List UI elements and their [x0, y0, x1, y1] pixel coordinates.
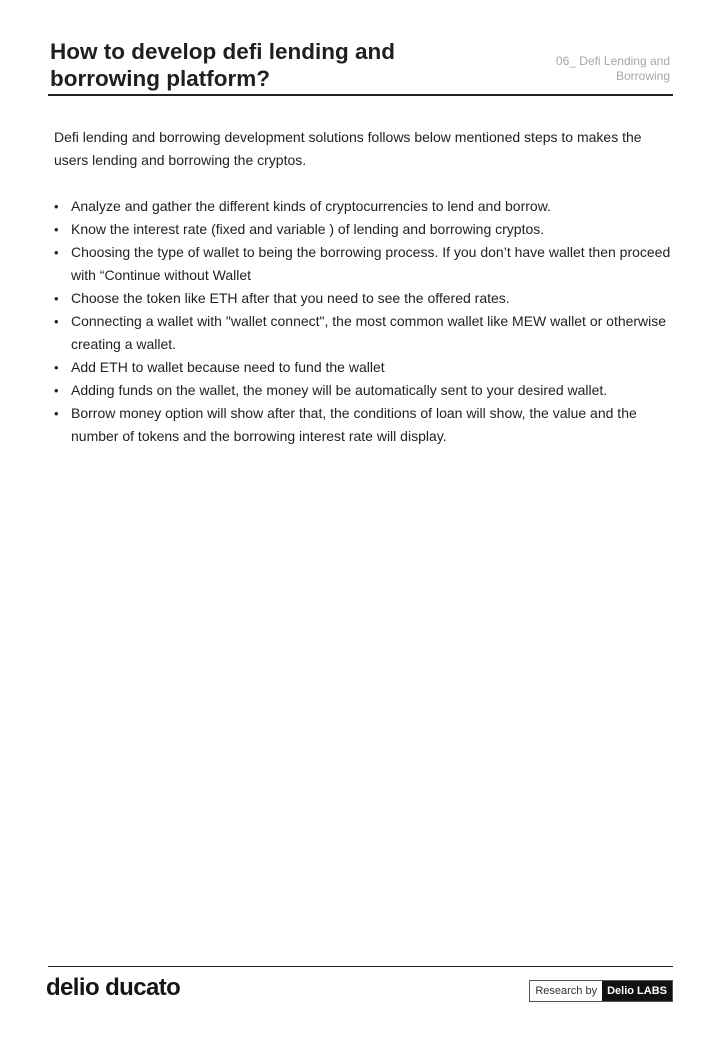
bullet-icon: • — [54, 199, 59, 214]
step-text: Know the interest rate (fixed and variable ) of lending and borrowing cryptos. — [71, 221, 545, 237]
research-badge — [529, 980, 673, 1002]
bullet-icon: • — [54, 314, 59, 329]
list-item — [54, 402, 674, 448]
list-item — [54, 379, 674, 402]
list-item — [54, 356, 674, 379]
bullet-icon: • — [54, 245, 59, 260]
step-text: Add ETH to wallet because need to fund the wallet — [71, 359, 385, 375]
step-text: Adding funds on the wallet, the money will be automatically sent to your desired wallet. — [71, 382, 608, 398]
bullet-icon: • — [54, 360, 59, 375]
bullet-icon: • — [54, 222, 59, 237]
bullet-icon: • — [54, 406, 59, 421]
research-by-label: Research by — [530, 981, 602, 1001]
bullet-icon: • — [54, 291, 59, 306]
footer-divider — [48, 966, 673, 967]
steps-list — [54, 195, 674, 448]
step-text: Analyze and gather the different kinds of cryptocurrencies to lend and borrow. — [71, 198, 551, 214]
step-text: Borrow money option will show after that, the conditions of loan will show, the value and the number of tokens and the borrowing interest rate will display. — [71, 405, 637, 444]
section-label: 06_ Defi Lending and Borrowing — [555, 54, 670, 83]
page-title: How to develop defi lending and borrowing platform? — [50, 39, 396, 91]
page-header — [48, 38, 673, 96]
list-item — [54, 287, 674, 310]
lab-name-label: Delio LABS — [602, 981, 672, 1001]
step-text: Choosing the type of wallet to being the borrowing process. If you don’t have wallet then proceed with “Continue without Wallet — [71, 244, 671, 283]
list-item — [54, 195, 674, 218]
brand-logo: delio ducato — [46, 974, 181, 1001]
list-item — [54, 241, 674, 287]
list-item — [54, 310, 674, 356]
list-item — [54, 218, 674, 241]
intro-paragraph: Defi lending and borrowing development solutions follows below mentioned steps to makes the users lending and borrowing the cryptos. — [54, 129, 642, 168]
step-text: Connecting a wallet with "wallet connect", the most common wallet like MEW wallet or otherwise creating a wallet. — [71, 313, 667, 352]
bullet-icon: • — [54, 383, 59, 398]
document-body — [54, 126, 674, 448]
step-text: Choose the token like ETH after that you need to see the offered rates. — [71, 290, 510, 306]
